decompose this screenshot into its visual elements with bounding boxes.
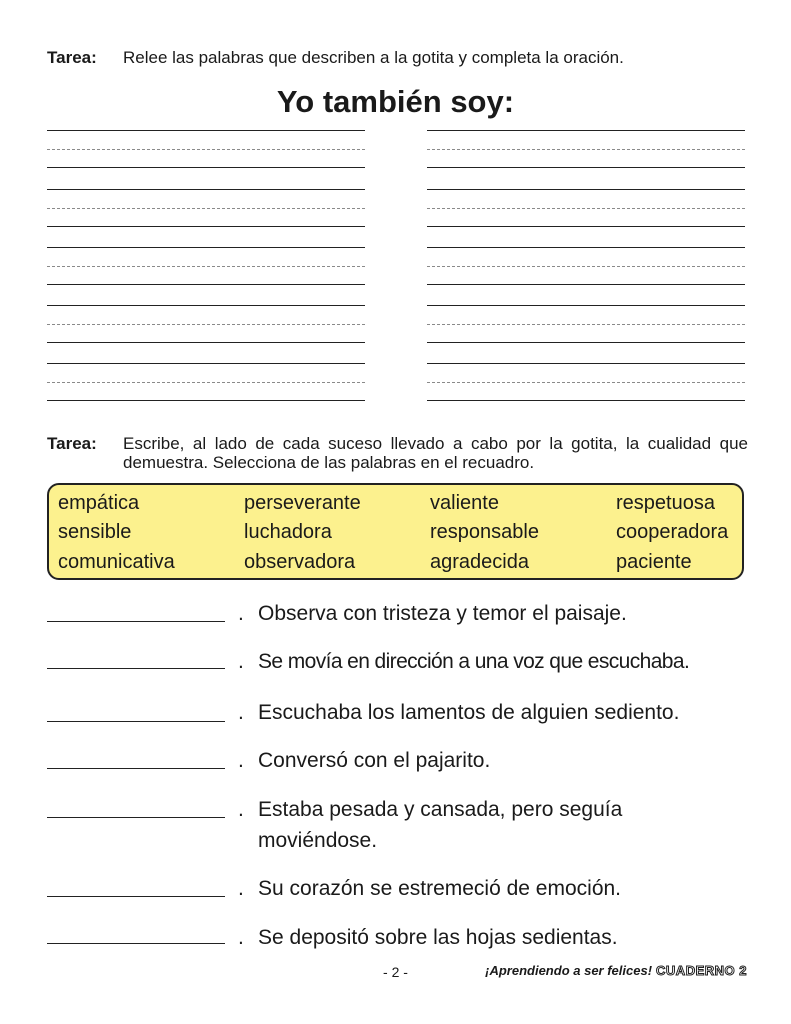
word-responsable: responsable	[430, 521, 539, 543]
sentence-item: . Conversó con el pajarito.	[238, 749, 491, 772]
word-empatica: empática	[58, 492, 140, 514]
answer-blank[interactable]	[47, 668, 225, 669]
answer-blank[interactable]	[47, 621, 225, 622]
sentence-item: . Se depositó sobre las hojas sedientas.	[238, 926, 618, 949]
word-observadora: observadora	[244, 551, 356, 573]
book-title: ¡Aprendiendo a ser felices! CUADERNO 2	[485, 963, 747, 978]
word-paciente: paciente	[616, 551, 692, 573]
task-instruction-2	[47, 434, 747, 474]
sentence-item: . Escuchaba los lamentos de alguien sediento.	[238, 701, 680, 724]
word-comunicativa: comunicativa	[58, 551, 175, 573]
book-series: CUADERNO 2	[656, 963, 747, 978]
sentence-item: . Estaba pesada y cansada, pero seguía moviéndose.	[238, 798, 623, 852]
answer-blank[interactable]	[47, 896, 225, 897]
sentence-item: . Se movía en dirección a una voz que escuchaba.	[238, 650, 690, 673]
page-title: Yo también soy:	[276, 84, 515, 119]
task-instruction-1	[47, 48, 747, 67]
word-luchadora: luchadora	[244, 521, 332, 543]
word-agradecida: agradecida	[430, 551, 529, 573]
task-label: Tarea:	[47, 434, 97, 453]
answer-blank[interactable]	[47, 817, 225, 818]
task-label: Tarea:	[47, 48, 97, 67]
word-respetuosa: respetuosa	[616, 492, 715, 514]
word-sensible: sensible	[58, 521, 132, 543]
sentence-item: . Su corazón se estremeció de emoción.	[238, 877, 622, 900]
word-bank	[47, 483, 744, 580]
answer-blank[interactable]	[47, 721, 225, 722]
writing-lines-right[interactable]	[427, 130, 745, 405]
word-valiente: valiente	[430, 492, 499, 514]
task-text: Relee las palabras que describen a la gotita y completa la oración.	[123, 48, 624, 67]
task-text: Escribe, al lado de cada suceso llevado a cabo por la gotita, la cualidad que demuestra. Selecciona de las palabras en el recuadro.	[123, 434, 748, 472]
word-perseverante: perseverante	[244, 492, 361, 514]
page-number: - 2 -	[383, 964, 408, 980]
writing-lines-left[interactable]	[47, 130, 365, 405]
answer-blank[interactable]	[47, 943, 225, 944]
answer-blank[interactable]	[47, 768, 225, 769]
word-cooperadora: cooperadora	[616, 521, 729, 543]
sentence-item: . Observa con tristeza y temor el paisaje.	[238, 602, 627, 625]
